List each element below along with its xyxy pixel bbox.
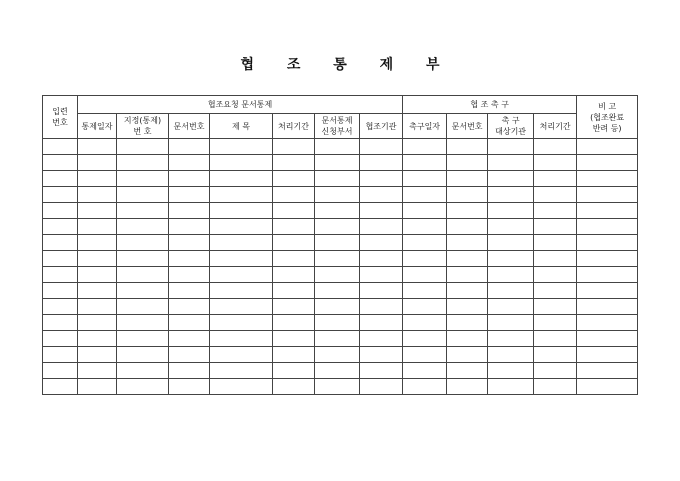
table-cell[interactable] xyxy=(273,139,315,155)
table-body xyxy=(43,139,638,395)
table-cell[interactable] xyxy=(447,267,488,283)
table-cell[interactable] xyxy=(169,171,210,187)
table-cell[interactable] xyxy=(117,139,169,155)
table-cell[interactable] xyxy=(78,235,117,251)
table-cell[interactable] xyxy=(273,299,315,315)
table-cell[interactable] xyxy=(169,331,210,347)
table-cell[interactable] xyxy=(117,379,169,395)
table-row xyxy=(43,139,638,155)
table-cell[interactable] xyxy=(447,219,488,235)
table-cell[interactable] xyxy=(315,347,360,363)
table-cell[interactable] xyxy=(577,363,638,379)
header-group-request-control: 협조요청 문서통제 xyxy=(78,96,403,114)
table-cell[interactable] xyxy=(273,219,315,235)
table-cell[interactable] xyxy=(78,315,117,331)
table-cell[interactable] xyxy=(273,171,315,187)
table-cell[interactable] xyxy=(273,235,315,251)
table-cell[interactable] xyxy=(534,219,577,235)
table-cell[interactable] xyxy=(488,155,534,171)
table-cell[interactable] xyxy=(78,347,117,363)
table-cell[interactable] xyxy=(447,363,488,379)
table-cell[interactable] xyxy=(315,155,360,171)
table-cell[interactable] xyxy=(488,379,534,395)
table-cell[interactable] xyxy=(534,187,577,203)
table-cell[interactable] xyxy=(534,347,577,363)
table-cell[interactable] xyxy=(210,267,273,283)
table-cell[interactable] xyxy=(169,267,210,283)
table-cell[interactable] xyxy=(78,363,117,379)
table-cell[interactable] xyxy=(273,155,315,171)
table-cell[interactable] xyxy=(403,331,447,347)
header-urge-date: 촉구일자 xyxy=(403,114,447,139)
table-cell[interactable] xyxy=(447,235,488,251)
table-cell[interactable] xyxy=(447,315,488,331)
table-cell[interactable] xyxy=(403,235,447,251)
table-cell[interactable] xyxy=(577,139,638,155)
table-cell[interactable] xyxy=(78,219,117,235)
table-cell[interactable] xyxy=(78,203,117,219)
table-cell[interactable] xyxy=(43,203,78,219)
table-row xyxy=(43,203,638,219)
table-cell[interactable] xyxy=(169,139,210,155)
table-cell[interactable] xyxy=(360,347,403,363)
table-cell[interactable] xyxy=(360,299,403,315)
table-row xyxy=(43,315,638,331)
table-cell[interactable] xyxy=(169,299,210,315)
table-cell[interactable] xyxy=(315,267,360,283)
table-cell[interactable] xyxy=(488,219,534,235)
table-cell[interactable] xyxy=(488,363,534,379)
table-cell[interactable] xyxy=(403,251,447,267)
table-cell[interactable] xyxy=(169,315,210,331)
table-cell[interactable] xyxy=(78,299,117,315)
table-cell[interactable] xyxy=(488,139,534,155)
table-cell[interactable] xyxy=(43,299,78,315)
table-cell[interactable] xyxy=(488,235,534,251)
header-designation-number: 지정(통제) 번 호 xyxy=(117,114,169,139)
table-row xyxy=(43,363,638,379)
table-cell[interactable] xyxy=(117,299,169,315)
table-cell[interactable] xyxy=(360,219,403,235)
table-cell[interactable] xyxy=(360,379,403,395)
table-cell[interactable] xyxy=(169,235,210,251)
table-cell[interactable] xyxy=(577,267,638,283)
table-cell[interactable] xyxy=(403,219,447,235)
table-row xyxy=(43,379,638,395)
header-processing-period: 처리기간 xyxy=(273,114,315,139)
header-requesting-department: 문서통제 신청부서 xyxy=(315,114,360,139)
table-cell[interactable] xyxy=(210,379,273,395)
table-cell[interactable] xyxy=(360,331,403,347)
table-cell[interactable] xyxy=(447,203,488,219)
table-cell[interactable] xyxy=(169,251,210,267)
table-cell[interactable] xyxy=(117,283,169,299)
table-cell[interactable] xyxy=(273,347,315,363)
table-cell[interactable] xyxy=(447,139,488,155)
table-cell[interactable] xyxy=(210,283,273,299)
table-cell[interactable] xyxy=(78,155,117,171)
table-cell[interactable] xyxy=(447,331,488,347)
table-cell[interactable] xyxy=(577,155,638,171)
table-cell[interactable] xyxy=(169,219,210,235)
table-cell[interactable] xyxy=(273,379,315,395)
table-cell[interactable] xyxy=(43,331,78,347)
table-cell[interactable] xyxy=(315,331,360,347)
table-cell[interactable] xyxy=(315,315,360,331)
table-cell[interactable] xyxy=(210,251,273,267)
table-cell[interactable] xyxy=(534,283,577,299)
table-cell[interactable] xyxy=(117,235,169,251)
table-cell[interactable] xyxy=(315,171,360,187)
table-cell[interactable] xyxy=(577,331,638,347)
table-cell[interactable] xyxy=(169,203,210,219)
header-urge-target-agency: 촉 구 대상기관 xyxy=(488,114,534,139)
table-cell[interactable] xyxy=(169,363,210,379)
table-cell[interactable] xyxy=(117,331,169,347)
table-cell[interactable] xyxy=(43,347,78,363)
table-cell[interactable] xyxy=(488,267,534,283)
table-row xyxy=(43,251,638,267)
header-cooperating-agency: 협조기관 xyxy=(360,114,403,139)
table-cell[interactable] xyxy=(403,155,447,171)
table-cell[interactable] xyxy=(360,139,403,155)
header-control-date: 통제일자 xyxy=(78,114,117,139)
table-cell[interactable] xyxy=(315,283,360,299)
table-row xyxy=(43,171,638,187)
table-cell[interactable] xyxy=(403,363,447,379)
table-cell[interactable] xyxy=(210,235,273,251)
table-cell[interactable] xyxy=(78,187,117,203)
table-row xyxy=(43,299,638,315)
table-cell[interactable] xyxy=(403,379,447,395)
table-cell[interactable] xyxy=(43,155,78,171)
table-row xyxy=(43,155,638,171)
table-cell[interactable] xyxy=(117,315,169,331)
table-cell[interactable] xyxy=(488,187,534,203)
table-cell[interactable] xyxy=(43,283,78,299)
table-cell[interactable] xyxy=(210,347,273,363)
table-cell[interactable] xyxy=(78,251,117,267)
table-cell[interactable] xyxy=(447,299,488,315)
table-cell[interactable] xyxy=(78,331,117,347)
table-cell[interactable] xyxy=(117,251,169,267)
table-cell[interactable] xyxy=(78,267,117,283)
table-cell[interactable] xyxy=(43,379,78,395)
table-cell[interactable] xyxy=(488,283,534,299)
cooperation-control-table xyxy=(42,95,638,395)
header-group-reply-urge: 협 조 촉 구 xyxy=(403,96,577,114)
table-cell[interactable] xyxy=(273,363,315,379)
table-cell[interactable] xyxy=(273,283,315,299)
table-row xyxy=(43,283,638,299)
table-cell[interactable] xyxy=(210,187,273,203)
table-cell[interactable] xyxy=(43,171,78,187)
table-cell[interactable] xyxy=(78,171,117,187)
header-reply-processing-period: 처리기간 xyxy=(534,114,577,139)
table-cell[interactable] xyxy=(577,283,638,299)
table-cell[interactable] xyxy=(577,219,638,235)
table-cell[interactable] xyxy=(447,347,488,363)
header-entry-number: 입련 번호 xyxy=(43,96,78,139)
table-cell[interactable] xyxy=(210,363,273,379)
table-cell[interactable] xyxy=(210,299,273,315)
table-cell[interactable] xyxy=(360,283,403,299)
table-cell[interactable] xyxy=(273,331,315,347)
table-cell[interactable] xyxy=(577,347,638,363)
table-cell[interactable] xyxy=(78,379,117,395)
table-cell[interactable] xyxy=(488,203,534,219)
table-cell[interactable] xyxy=(577,299,638,315)
table-cell[interactable] xyxy=(360,155,403,171)
table-cell[interactable] xyxy=(577,379,638,395)
table-cell[interactable] xyxy=(169,283,210,299)
table-row xyxy=(43,331,638,347)
table-cell[interactable] xyxy=(315,379,360,395)
table-cell[interactable] xyxy=(315,299,360,315)
table-cell[interactable] xyxy=(577,235,638,251)
table-cell[interactable] xyxy=(210,171,273,187)
table-cell[interactable] xyxy=(210,139,273,155)
table-cell[interactable] xyxy=(117,171,169,187)
header-remarks: 비 고 (협조완료 반려 등) xyxy=(577,96,638,139)
table-cell[interactable] xyxy=(169,379,210,395)
table-cell[interactable] xyxy=(488,171,534,187)
table-cell[interactable] xyxy=(577,315,638,331)
table-cell[interactable] xyxy=(43,187,78,203)
table-cell[interactable] xyxy=(43,235,78,251)
table-cell[interactable] xyxy=(447,251,488,267)
table-cell[interactable] xyxy=(403,347,447,363)
table-cell[interactable] xyxy=(534,155,577,171)
table-cell[interactable] xyxy=(403,203,447,219)
table-cell[interactable] xyxy=(360,267,403,283)
table-cell[interactable] xyxy=(273,267,315,283)
table-row xyxy=(43,187,638,203)
table-cell[interactable] xyxy=(403,315,447,331)
table-cell[interactable] xyxy=(488,251,534,267)
table-cell[interactable] xyxy=(210,331,273,347)
table-cell[interactable] xyxy=(210,219,273,235)
table-cell[interactable] xyxy=(43,315,78,331)
table-cell[interactable] xyxy=(117,187,169,203)
table-cell[interactable] xyxy=(534,315,577,331)
table-cell[interactable] xyxy=(403,171,447,187)
table-cell[interactable] xyxy=(360,315,403,331)
table-cell[interactable] xyxy=(43,363,78,379)
table-cell[interactable] xyxy=(534,331,577,347)
table-cell[interactable] xyxy=(169,187,210,203)
table-cell[interactable] xyxy=(360,187,403,203)
table-cell[interactable] xyxy=(488,299,534,315)
table-cell[interactable] xyxy=(273,251,315,267)
table-cell[interactable] xyxy=(534,171,577,187)
table-cell[interactable] xyxy=(273,315,315,331)
table-cell[interactable] xyxy=(78,283,117,299)
table-cell[interactable] xyxy=(315,235,360,251)
table-cell[interactable] xyxy=(315,251,360,267)
table-cell[interactable] xyxy=(78,139,117,155)
table-cell[interactable] xyxy=(534,251,577,267)
table-cell[interactable] xyxy=(43,267,78,283)
table-cell[interactable] xyxy=(447,171,488,187)
table-cell[interactable] xyxy=(488,331,534,347)
table-cell[interactable] xyxy=(315,187,360,203)
table-cell[interactable] xyxy=(210,203,273,219)
document-title: 협 조 통 제 부 xyxy=(240,57,454,73)
table-cell[interactable] xyxy=(447,187,488,203)
table-cell[interactable] xyxy=(169,347,210,363)
table-cell[interactable] xyxy=(534,299,577,315)
table-cell[interactable] xyxy=(534,267,577,283)
table-cell[interactable] xyxy=(117,363,169,379)
table-cell[interactable] xyxy=(315,139,360,155)
table-cell[interactable] xyxy=(117,267,169,283)
table-cell[interactable] xyxy=(403,267,447,283)
table-cell[interactable] xyxy=(273,187,315,203)
table-cell[interactable] xyxy=(403,187,447,203)
table-cell[interactable] xyxy=(117,155,169,171)
table-cell[interactable] xyxy=(273,203,315,219)
table-cell[interactable] xyxy=(315,203,360,219)
table-cell[interactable] xyxy=(169,155,210,171)
table-cell[interactable] xyxy=(315,219,360,235)
table-cell[interactable] xyxy=(577,251,638,267)
table-cell[interactable] xyxy=(534,235,577,251)
table-cell[interactable] xyxy=(43,139,78,155)
table-cell[interactable] xyxy=(43,219,78,235)
table-row xyxy=(43,267,638,283)
table-cell[interactable] xyxy=(534,379,577,395)
table-cell[interactable] xyxy=(577,171,638,187)
table-cell[interactable] xyxy=(403,299,447,315)
table-cell[interactable] xyxy=(210,315,273,331)
table-cell[interactable] xyxy=(447,283,488,299)
header-document-number: 문서번호 xyxy=(169,114,210,139)
table-cell[interactable] xyxy=(210,155,273,171)
table-cell[interactable] xyxy=(577,203,638,219)
table-row xyxy=(43,235,638,251)
table-cell[interactable] xyxy=(117,347,169,363)
header-reply-document-number: 문서번호 xyxy=(447,114,488,139)
table-cell[interactable] xyxy=(534,203,577,219)
table-cell[interactable] xyxy=(360,235,403,251)
table-cell[interactable] xyxy=(117,203,169,219)
table-cell[interactable] xyxy=(360,171,403,187)
table-cell[interactable] xyxy=(403,283,447,299)
table-cell[interactable] xyxy=(403,139,447,155)
table-cell[interactable] xyxy=(577,187,638,203)
table-cell[interactable] xyxy=(534,139,577,155)
table-cell[interactable] xyxy=(360,363,403,379)
table-cell[interactable] xyxy=(360,203,403,219)
table-cell[interactable] xyxy=(534,363,577,379)
table-cell[interactable] xyxy=(447,379,488,395)
table-cell[interactable] xyxy=(43,251,78,267)
table-cell[interactable] xyxy=(315,363,360,379)
table-cell[interactable] xyxy=(488,315,534,331)
table-row xyxy=(43,219,638,235)
table-cell[interactable] xyxy=(447,155,488,171)
header-subject: 제 목 xyxy=(210,114,273,139)
table-cell[interactable] xyxy=(488,347,534,363)
table-cell[interactable] xyxy=(360,251,403,267)
table-cell[interactable] xyxy=(117,219,169,235)
table-row xyxy=(43,347,638,363)
